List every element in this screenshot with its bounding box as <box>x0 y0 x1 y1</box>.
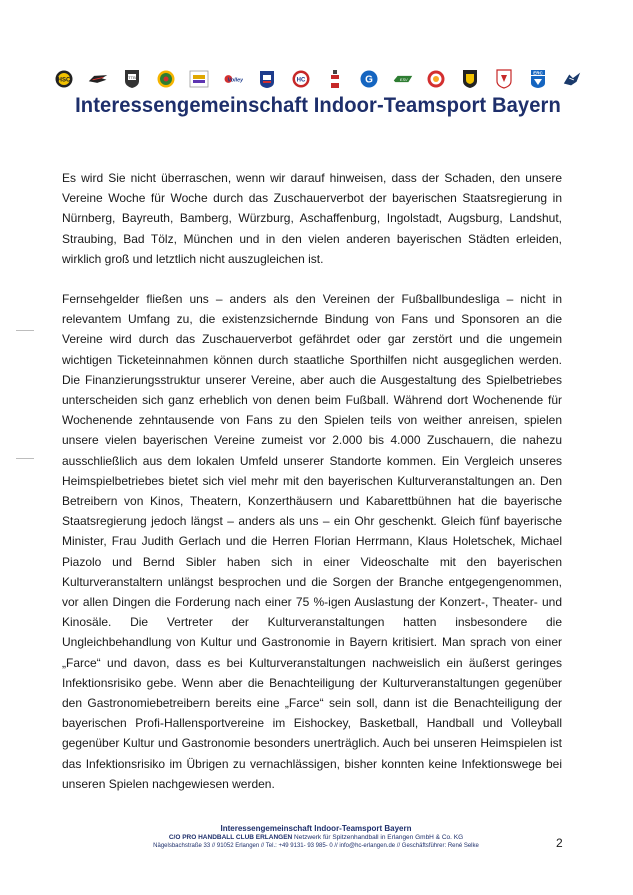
footer-company-rest: Netzwerk für Spitzenhandball in Erlangen GmbH & Co. KG <box>292 834 464 841</box>
hc-erlangen-logo-icon <box>291 69 311 89</box>
logo-row <box>54 66 582 92</box>
svg-text:HSC: HSC <box>57 77 71 84</box>
erc-logo-icon <box>528 69 548 89</box>
svg-text:ESV: ESV <box>399 77 408 82</box>
paragraph-1: Es wird Sie nicht überraschen, wenn wir darauf hinweisen, dass der Schaden, den unsere Vereine Woche für Woche durch das Zuschauerverbot der bayerischen Staatsregierung in Nürnberg, Bayreuth, Bamberg, Würzburg, Aschaffenburg, Ingolstadt, Augsburg, Landshut, Straubing, Bad Tölz, München und in den vielen anderen bayerischen Städten erleiden, wirklich groß und letztlich nicht auszugleichen ist. <box>62 171 562 266</box>
paragraph-2: Fernsehgelder fließen uns – anders als den Vereinen der Fußballbundesliga – nicht in relevantem Umfang zu, die existenzsichernde Bindung von Fans und Sponsoren an die Vereine wird durch das Zuschauerverbot gefährdet oder gar zerstört und die ungemein wichtigen Ticketeinnahmen können durch staatliche Sporthilfen nicht ausgeglichen werden. Die Finanzierungsstruktur unserer Vereine, aber auch die Ausgestaltung des Spielbetriebes unterscheiden sich ganz erheblich von denen beim Fußball. Während dort Wochenende für Wochenende zehntausende von Fans zu den Spielen teils von weither anreisen, spielen unsere vielen bayerischen Vereine zumeist vor 2.000 bis 4.000 Zuschauern, die nahezu ausschließlich aus dem lokalen Umfeld unserer Standorte kommen. Ein Vergleich unseres Heimspielbetriebes bietet sich viel mehr mit den bayerischen Kulturveranstaltungen an. Den Betreibern von Kinos, Theatern, Konzerthäusern und Kabarettbühnen hat die bayerische Staatsregierung jedoch längst – anders als uns – ein Ohr geschenkt. Gleich fünf bayerische Minister, Frau Judith Gerlach und die Herren Florian Herrmann, Klaus Holetschek, Michael Piazolo und Bernd Sibler haben sich in einer Videoschalte mit den bayerischen Kulturveranstaltern unlängst besprochen und die Sorgen der Branche entgegengenommen, vor allen Dingen die Forderung nach einer 75 %-igen Auslastung der Konzert-, Theater- und Kinosäle. Die Vertreter der Kulturveranstaltungen hatten insbesondere die Ungleichbehandlung von Kultur und Gastronomie in Bayern kritisiert. Man sprach von einer „Farce“ und davon, dass es bei Kulturveranstaltungen nachweislich ein äußerst geringes Infektionsrisiko gebe. Wenn aber die Benachteiligung der Kulturveranstaltungen gegenüber den Gastronomiebetreibern bereits eine „Farce“ sein soll, dann ist die Benachteiligung der bayerischen Profi-Hallensportvereine im Eishockey, Basketball, Handball und Volleyball gegenüber Kultur und Gastronomie besonders unerträglich. Auch bei unseren Heimspielen ist das Infektionsrisiko im Übrigen zu vernachlässigen, bisher konnten keine Infektionswege bei unseren Spielen nachgewiesen werden. <box>62 292 562 791</box>
body-text <box>62 168 562 814</box>
page-title: Interessengemeinschaft Indoor-Teamsport Bayern <box>75 94 561 117</box>
footer-address: Nägelsbachstraße 33 // 91052 Erlangen // Tel.: +49 9131- 93 985- 0 // info@hc-erlangen.de // Geschäftsführer: René Selke <box>153 843 479 849</box>
margin-mark <box>16 330 34 331</box>
white-shield-logo-icon <box>494 69 514 89</box>
bottle-logo-icon <box>325 69 345 89</box>
red-circle-logo-icon <box>426 69 446 89</box>
g-crest-logo-icon <box>359 69 379 89</box>
volleyball-logo-icon <box>223 69 243 89</box>
shield-logo-icon <box>122 69 142 89</box>
green-banner-logo-icon <box>393 69 413 89</box>
eagle-logo-icon <box>562 69 582 89</box>
footer-company-name: C/O PRO HANDBALL CLUB ERLANGEN <box>168 834 293 841</box>
svg-text:HC: HC <box>296 77 306 84</box>
ice-tigers-logo-icon <box>88 69 108 89</box>
svg-text:Volley: Volley <box>227 77 244 84</box>
black-shield-logo-icon <box>460 69 480 89</box>
svg-text:G: G <box>364 74 373 86</box>
footer-company <box>110 833 522 842</box>
svg-text:ERC: ERC <box>533 70 543 76</box>
medi-bayreuth-logo-icon <box>189 69 209 89</box>
svg-text:TTB: TTB <box>127 75 136 80</box>
footer-organization: Interessengemeinschaft Indoor-Teamsport Bayern <box>220 824 412 833</box>
margin-mark <box>16 458 34 459</box>
page-number: 2 <box>556 836 563 850</box>
footer <box>110 824 522 851</box>
hsc-logo-icon <box>54 69 74 89</box>
round-crest-logo-icon <box>156 69 176 89</box>
ev-landshut-logo-icon <box>257 69 277 89</box>
